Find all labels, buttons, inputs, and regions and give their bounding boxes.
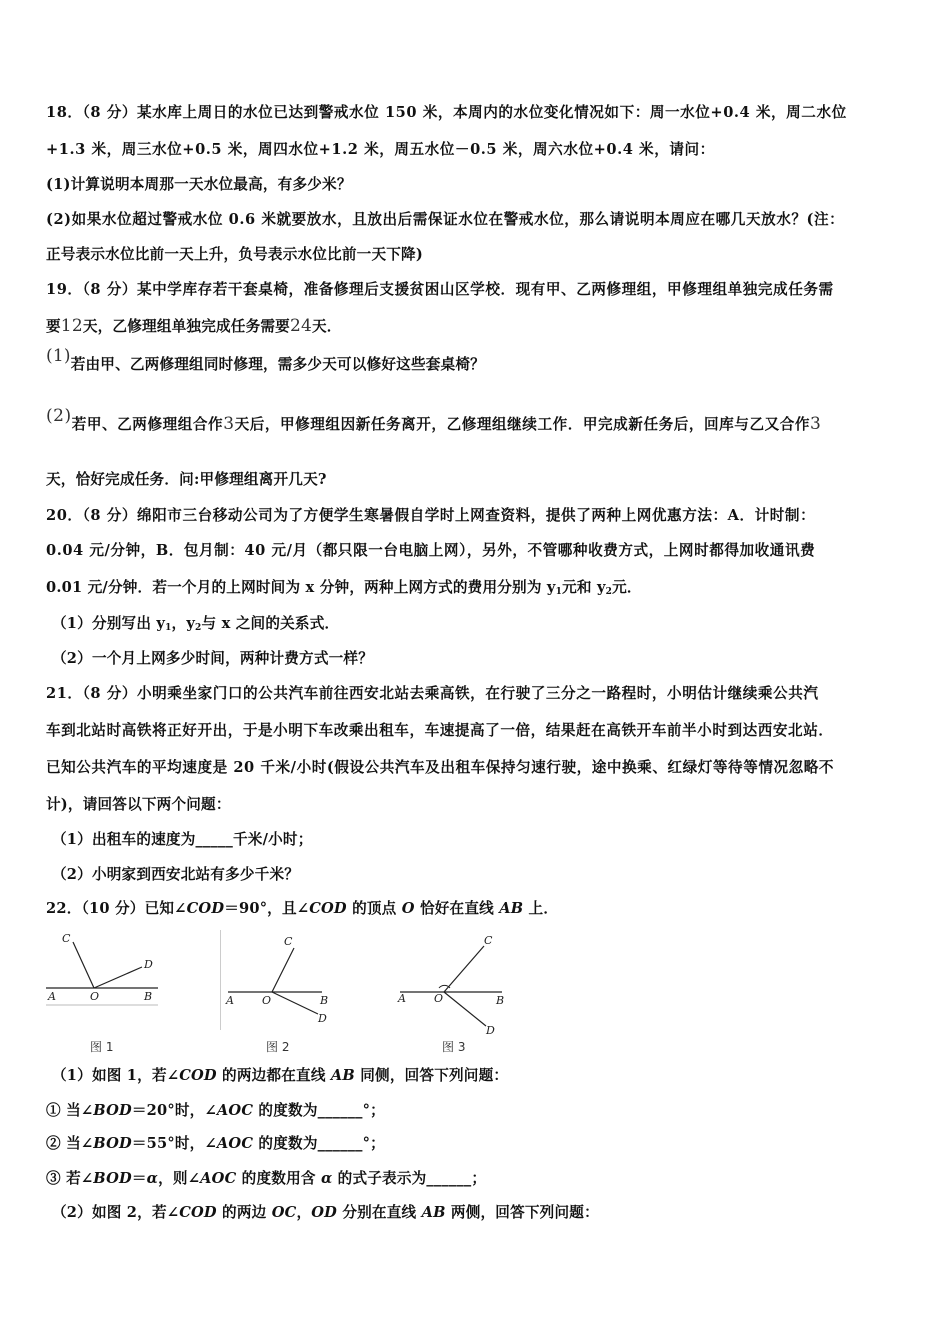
q20-p1-sub1: 1 — [165, 623, 172, 633]
fig3-ray-od — [444, 992, 486, 1026]
q22-s3-d: 的度数用含 — [236, 1170, 321, 1187]
fig2-label-c: C — [284, 935, 293, 948]
q22-part1 — [52, 1066, 508, 1086]
q21-line3: 已知公共汽车的平均速度是 20 千米/小时(假设公共汽车及出租车保持匀速行驶，途中换乘、红绿灯等待等情况忽略不 — [46, 759, 835, 776]
q22-heading — [46, 899, 558, 919]
q21-line1: 21．（8 分）小明乘坐家门口的公共汽车前往西安北站去乘高铁，在行驶了三分之一路程时，小明估计继续乘公共汽 — [46, 685, 819, 702]
q22-p1-c: 同侧，回答下列问题： — [354, 1067, 509, 1084]
q20-p1-a: （1）分别写出 y — [52, 615, 166, 632]
q22-p1-cod: COD — [179, 1067, 217, 1084]
q20-p1-sub2: 2 — [195, 623, 202, 633]
figure-3-caption: 图 3 — [442, 1040, 466, 1054]
q22-head-cod2: COD — [309, 900, 347, 917]
fig1-ray-od — [94, 967, 142, 988]
q19-part1 — [46, 346, 485, 375]
q22-p2-oc: OC — [271, 1204, 297, 1221]
q20-line3-c: 元． — [612, 579, 642, 596]
q20-p1-b: ，y — [171, 615, 196, 632]
q22-s1-c: 的度数为______°； — [253, 1102, 385, 1119]
q19-part1-text: 若由甲、乙两修理组同时修理，需多少天可以修好这些套桌椅？ — [70, 356, 485, 373]
q20-line1: 20．（8 分）绵阳市三台移动公司为了方便学生寒暑假自学时上网查资料，提供了两种上网优惠方法：A．计时制： — [46, 507, 816, 524]
figure-2-diagram — [224, 930, 344, 1030]
q22-s3-aoc: AOC — [200, 1170, 237, 1187]
q22-s2-bod: BOD — [93, 1135, 132, 1152]
q22-s3-e: 的式子表示为______； — [332, 1170, 487, 1187]
fig2-ray-od — [272, 992, 318, 1014]
fig1-ray-oc — [73, 942, 94, 988]
q18-part2a: (2)如果水位超过警戒水位 0.6 米就要放水，且放出后需保证水位在警戒水位，那么请说明本周应在哪几天放水？(注： — [46, 211, 845, 228]
q19-part1-num: (1) — [46, 346, 71, 366]
q18-line1: 18．（8 分）某水库上周日的水位已达到警戒水位 150 米，本周内的水位变化情况如下：周一水位+0.4 米，周二水位 — [46, 104, 847, 121]
q19-part2-days-a: 3 — [223, 414, 235, 434]
q22-sub1 — [46, 1101, 385, 1121]
q22-sub3 — [46, 1169, 486, 1189]
fig2-label-b: B — [320, 994, 329, 1007]
q22-s2-b: ＝55°时，∠ — [131, 1135, 217, 1152]
fig3-ray-oc — [444, 946, 484, 992]
q22-p2-c: ， — [296, 1204, 312, 1221]
q20-line3-a: 0.01 元/分钟．若一个月的上网时间为 x 分钟，两种上网方式的费用分别为 y — [46, 579, 556, 596]
q19-part2-cont: 天，恰好完成任务．问:甲修理组离开几天? — [46, 471, 327, 488]
q22-s3-c: ，则∠ — [158, 1170, 201, 1187]
fig1-label-b: B — [144, 990, 153, 1003]
q19-part2 — [46, 406, 822, 435]
q22-p1-b: 的两边都在直线 — [216, 1067, 331, 1084]
q22-head-d: 恰好在直线 — [414, 900, 500, 917]
q22-head-b: ＝90°，且∠ — [224, 900, 310, 917]
q22-part2 — [52, 1203, 599, 1223]
q21-line2: 车到北站时高铁将正好开出，于是小明下车改乘出租车，车速提高了一倍，结果赶在高铁开车前半小时到达西安北站． — [46, 722, 834, 739]
figure-3-diagram — [396, 930, 526, 1040]
q21-line4: 计)，请回答以下两个问题： — [46, 796, 231, 813]
q22-head-ab: AB — [499, 900, 524, 917]
q22-p2-b: 的两边 — [216, 1204, 272, 1221]
q22-p1-ab: AB — [330, 1067, 355, 1084]
fig3-label-a: A — [398, 992, 406, 1005]
q22-p1-a: （1）如图 1，若∠ — [52, 1067, 180, 1084]
fig3-label-d: D — [486, 1024, 495, 1037]
figure-1-caption: 图 1 — [90, 1040, 114, 1054]
q22-s2-aoc: AOC — [216, 1135, 254, 1152]
q20-p1-c: 与 x 之间的关系式． — [201, 615, 340, 632]
fig3-label-c: C — [484, 934, 493, 947]
q19-days-a: 12 — [60, 316, 83, 336]
q22-s3-alpha2: α — [320, 1170, 333, 1187]
q20-line3-b: 元和 y — [562, 579, 606, 596]
q18-part1: (1)计算说明本周那一天水位最高，有多少米？ — [46, 176, 352, 193]
q20-part2: （2）一个月上网多少时间，两种计费方式一样？ — [52, 650, 374, 667]
q20-line2: 0.04 元/分钟，B．包月制：40 元/月（都只限一台电脑上网），另外，不管哪种收费方式，上网时都得加收通讯费 — [46, 542, 816, 559]
fig3-label-o: O — [434, 992, 444, 1005]
figure-1 — [40, 930, 170, 1060]
fig1-label-d: D — [144, 958, 153, 971]
q22-sub2 — [46, 1134, 385, 1154]
figure-1-diagram — [40, 930, 170, 1020]
fig1-label-c: C — [62, 932, 71, 945]
q21-part2: （2）小明家到西安北站有多少千米？ — [52, 866, 300, 883]
fig1-label-a: A — [48, 990, 56, 1003]
fig2-label-o: O — [262, 994, 272, 1007]
q18-part2b: 正号表示水位比前一天上升，负号表示水位比前一天下降) — [46, 246, 423, 263]
q22-s1-bod: BOD — [93, 1102, 132, 1119]
q22-s3-a: ③ 若∠ — [46, 1170, 94, 1187]
fig3-label-b: B — [496, 994, 505, 1007]
q20-line3 — [46, 578, 642, 602]
q18-line2: +1.3 米，周三水位+0.5 米，周四水位+1.2 米，周五水位－0.5 米，周六水位+0.4 米，请问： — [46, 141, 715, 158]
figure-divider — [220, 930, 221, 1030]
q22-p2-cod: COD — [179, 1204, 217, 1221]
q21-part1: （1）出租车的速度为_____千米/小时； — [52, 831, 313, 848]
q19-part2-text-b: 天后，甲修理组因新任务离开，乙修理组继续工作．甲完成新任务后，回库与乙又合作 — [234, 416, 811, 433]
q22-p2-d: 分别在直线 — [337, 1204, 422, 1221]
q22-s3-bod: BOD — [93, 1170, 132, 1187]
q19-days-b: 24 — [289, 316, 313, 336]
q22-head-o: O — [401, 900, 415, 917]
q22-s2-a: ② 当∠ — [46, 1135, 94, 1152]
fig2-label-a: A — [226, 994, 234, 1007]
q20-line3-sub2: 2 — [605, 587, 613, 597]
q22-p2-a: （2）如图 2，若∠ — [52, 1204, 180, 1221]
q22-head-a: 22．（10 分）已知∠ — [46, 900, 187, 917]
q19-line2-c: 天． — [312, 318, 342, 335]
q22-s1-b: ＝20°时，∠ — [131, 1102, 217, 1119]
q19-line2 — [46, 316, 342, 337]
q20-part1 — [52, 614, 339, 638]
q19-line2-b: 天，乙修理组单独完成任务需要 — [82, 318, 290, 335]
q19-part2-text-a: 若甲、乙两修理组合作 — [71, 416, 224, 433]
q19-part2-days-b: 3 — [810, 414, 822, 434]
q22-s1-aoc: AOC — [216, 1102, 254, 1119]
q19-part2-num: (2) — [46, 406, 72, 426]
q22-s3-b: ＝ — [131, 1170, 147, 1187]
fig2-label-d: D — [318, 1012, 327, 1025]
q22-p2-od: OD — [311, 1204, 338, 1221]
q22-s3-alpha: α — [146, 1170, 159, 1187]
figure-2 — [224, 930, 344, 1060]
q19-line1: 19．（8 分）某中学库存若干套桌椅，准备修理后支援贫困山区学校．现有甲、乙两修理组，甲修理组单独完成任务需 — [46, 281, 834, 298]
q22-s2-c: 的度数为______°； — [253, 1135, 385, 1152]
figure-2-caption: 图 2 — [266, 1040, 290, 1054]
q22-p2-e: 两侧，回答下列问题： — [445, 1204, 599, 1221]
fig1-label-o: O — [90, 990, 100, 1003]
figure-3 — [396, 930, 526, 1060]
q19-line2-a: 要 — [46, 318, 61, 335]
q22-head-c: 的顶点 — [346, 900, 402, 917]
q22-head-e: 上． — [523, 900, 559, 917]
q22-s1-a: ① 当∠ — [46, 1102, 94, 1119]
fig2-ray-oc — [272, 948, 294, 992]
q22-head-cod: COD — [186, 900, 225, 917]
q22-p2-ab: AB — [421, 1204, 446, 1221]
q20-line3-sub1: 1 — [555, 587, 563, 597]
